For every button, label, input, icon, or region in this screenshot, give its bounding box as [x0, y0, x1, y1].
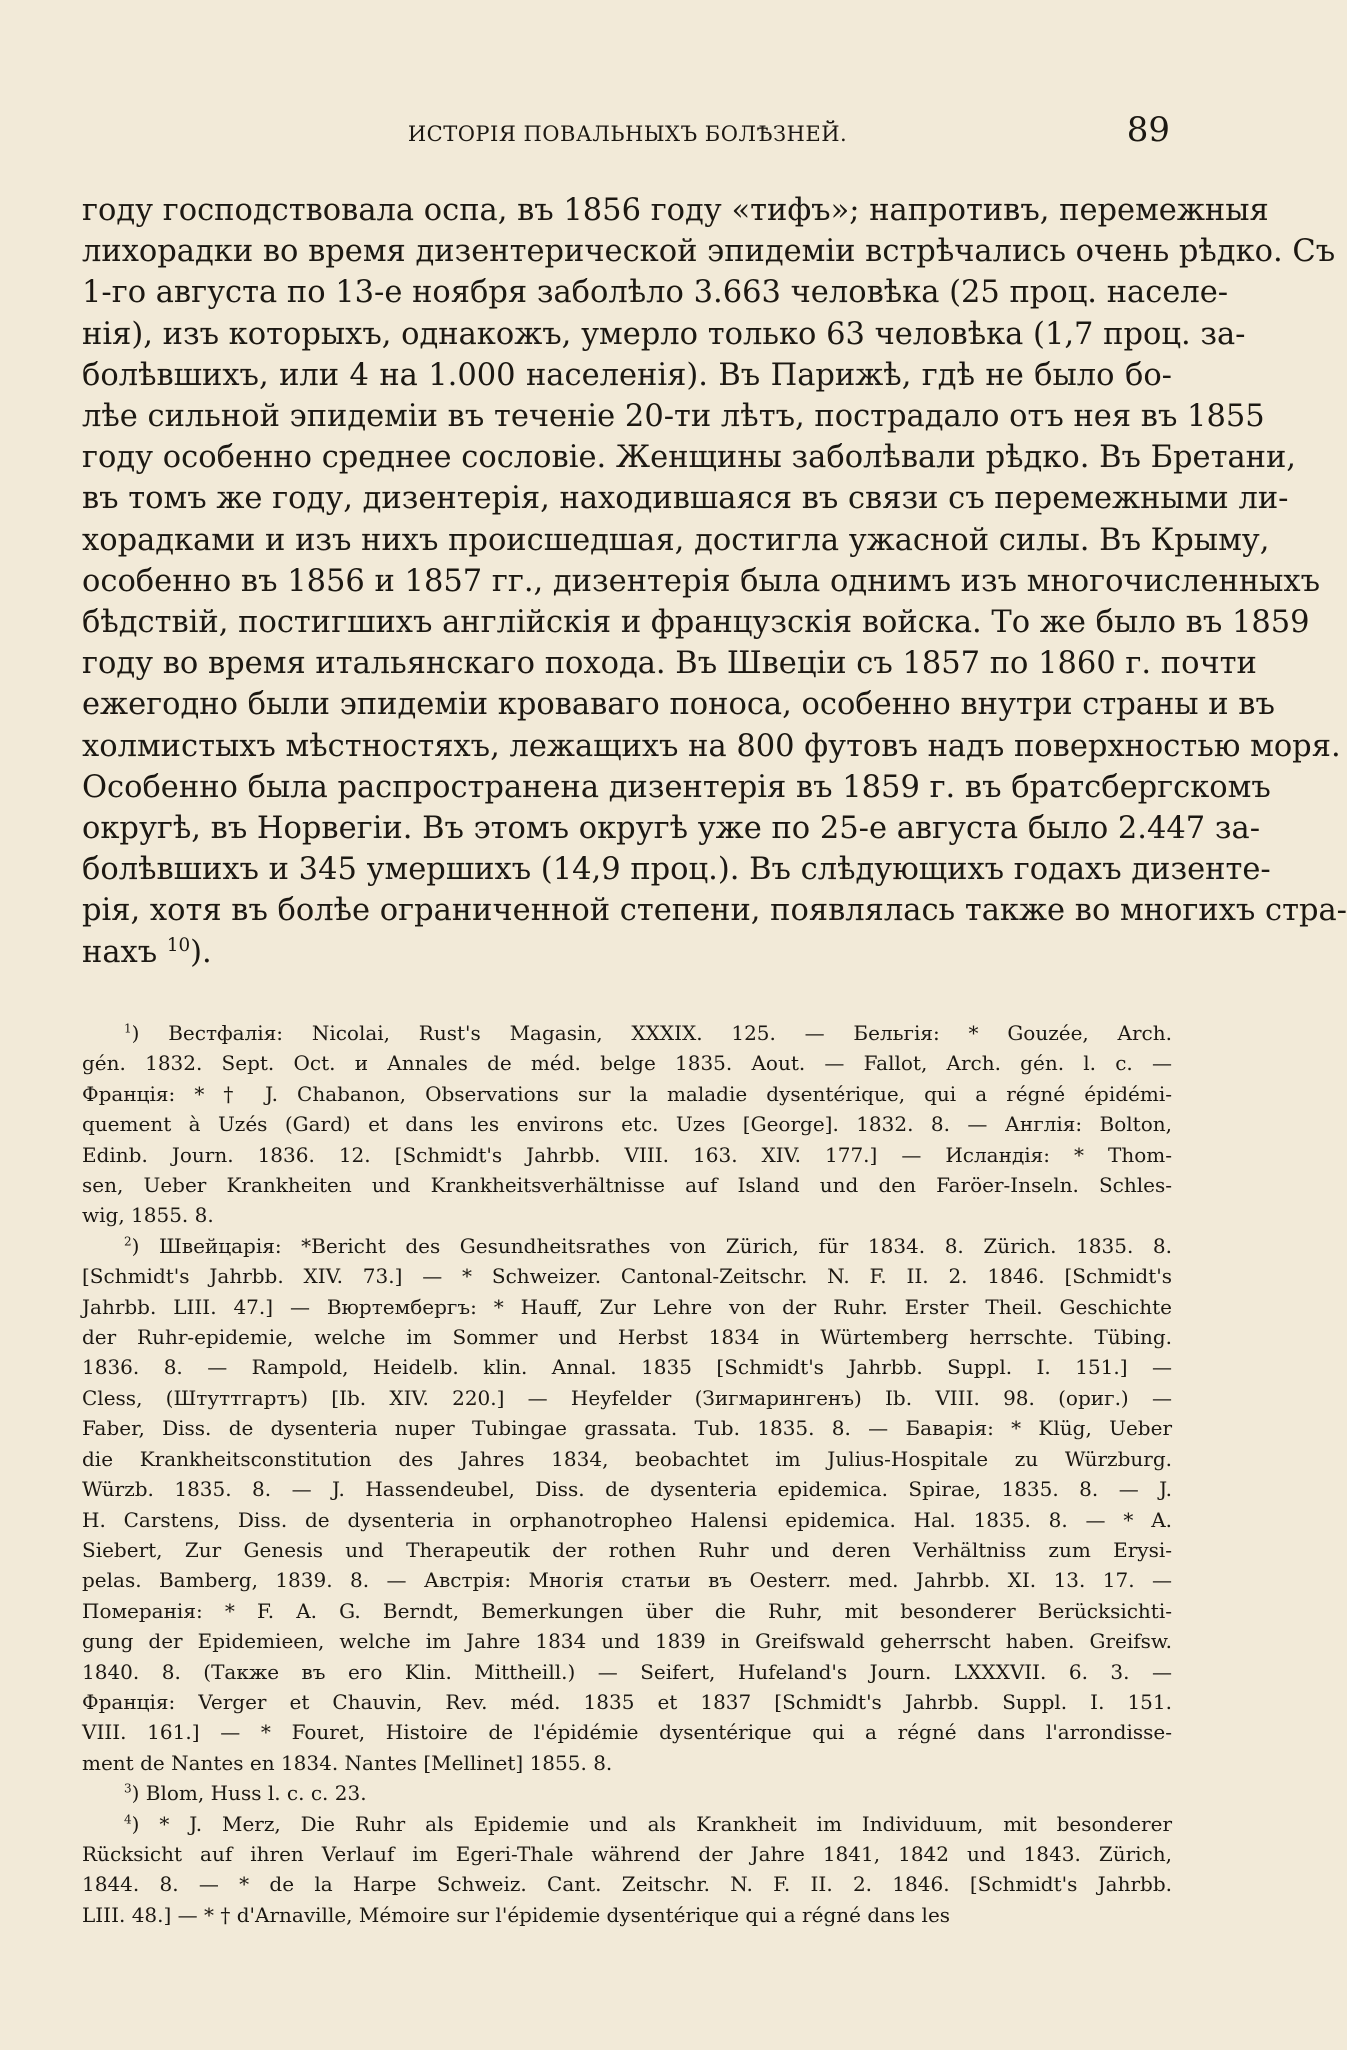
footnote-text: sen, Ueber Krankheiten und Krankheitsverhältnisse auf Island und den Faröer-Inseln. Schles-	[82, 1173, 1172, 1198]
footnote-text: gung der Epidemieen, welche im Jahre 1834 und 1839 in Greifswald geherrscht haben. Greifsw.	[82, 1629, 1172, 1654]
text-line: хорадками и изъ нихъ происшедшая, достигла ужасной силы. Въ Крыму,	[82, 522, 1270, 558]
footnote-text: die Krankheitsconstitution des Jahres 1834, beobachtet im Julius-Hospitale zu Würzburg.	[82, 1446, 1172, 1471]
footnote-text: H. Carstens, Diss. de dysenteria in orphanotropheo Halensi epidemica. Hal. 1835. 8. — * A.	[82, 1507, 1172, 1532]
footnote-text: Siebert, Zur Genesis und Therapeutik der rothen Ruhr und deren Verhältniss zum Erysi-	[82, 1537, 1172, 1562]
footnote-text: der Ruhr-epidemie, welche im Sommer und Herbst 1834 in Würtemberg herrschte. Tübing.	[82, 1325, 1172, 1350]
main-text	[82, 190, 1347, 973]
footnote-line	[82, 1505, 1172, 1535]
footnote-marker: 3	[124, 1781, 132, 1796]
footnote-line	[82, 1809, 1172, 1839]
footnote-line	[82, 1292, 1172, 1322]
text-line: 1-го августа по 13-е ноября заболѣло 3.663 человѣка (25 проц. населе-	[82, 275, 1229, 311]
footnote-text: gén. 1832. Sept. Oct. и Annales de méd. belge 1835. Aout. — Fallot, Arch. gén. l. c. —	[82, 1051, 1172, 1076]
footnote-line	[82, 1170, 1172, 1200]
footnote-text: Померанія: * F. A. G. Berndt, Bemerkungen über die Ruhr, mit besonderer Berücksichti-	[82, 1598, 1172, 1623]
text-line: году особенно среднее сословіе. Женщины заболѣвали рѣдко. Въ Бретани,	[82, 440, 1296, 476]
footnote-line	[82, 1717, 1172, 1747]
footnote-text: ) Вестфалія: Nicolai, Rust's Magasin, XXXIX. 125. — Бельгія: * Gouzée, Arch.	[131, 1021, 1172, 1045]
footnote-text: ) * J. Merz, Die Ruhr als Epidemie und als Krankheit im Individuum, mit besonderer	[131, 1811, 1172, 1836]
footnote-line	[82, 1322, 1172, 1352]
text-line: году во время итальянскаго похода. Въ Швеціи съ 1857 по 1860 г. почти	[82, 646, 1257, 682]
text-line-tail: ).	[190, 934, 212, 970]
text-line: холмистыхъ мѣстностяхъ, лежащихъ на 800 футовъ надъ поверхностью моря.	[82, 728, 1341, 764]
footnote-text: 1840. 8. (Также въ его Klin. Mittheill.) — Seifert, Hufeland's Journ. LXXXVII. 6. 3. —	[82, 1659, 1172, 1684]
footnote-line	[82, 1748, 1172, 1778]
footnote-line	[82, 1200, 1172, 1230]
footnote-line	[82, 1596, 1172, 1626]
footnote-text: ment de Nantes en 1834. Nantes [Mellinet] 1855. 8.	[82, 1750, 613, 1775]
footnote-line	[82, 1048, 1172, 1078]
footnote-line	[82, 1565, 1172, 1595]
footnote-text: Rücksicht auf ihren Verlauf im Egeri-Thale während der Jahre 1841, 1842 und 1843. Zürich,	[82, 1841, 1172, 1866]
footnote-line	[82, 1657, 1172, 1687]
footnote-text: Франція: * † J. Chabanon, Observations sur la maladie dysentérique, qui a régné épidémi-	[82, 1081, 1172, 1106]
text-line: въ томъ же году, дизентерія, находившаяся въ связи съ перемежными ли-	[82, 481, 1289, 517]
footnote-marker: 4	[124, 1811, 132, 1826]
footnote-text: ) Швейцарія: *Bericht des Gesundheitsrathes von Zürich, für 1834. 8. Zürich. 1835. 8.	[131, 1233, 1172, 1258]
footnote-line	[82, 1444, 1172, 1474]
footnote-text: Edinb. Journ. 1836. 12. [Schmidt's Jahrbb. VIII. 163. XIV. 177.] — Исландія: * Thom-	[82, 1142, 1172, 1167]
footnote-marker: 1	[124, 1021, 132, 1036]
footnote-marker: 2	[124, 1234, 132, 1249]
footnote-text: quement à Uzés (Gard) et dans les environs etc. Uzes [George]. 1832. 8. — Англія: Bolton,	[82, 1112, 1172, 1137]
footnote-line	[82, 1413, 1172, 1443]
footnote-line	[82, 1869, 1172, 1899]
footnote-text: Faber, Diss. de dysenteria nuper Tubingae grassata. Tub. 1835. 8. — Баварія: * Klüg, Ueber	[82, 1416, 1172, 1441]
footnote-line	[82, 1079, 1172, 1109]
text-line: болѣвшихъ и 345 умершихъ (14,9 проц.). Въ слѣдующихъ годахъ дизенте-	[82, 852, 1271, 888]
footnote-line	[82, 1778, 1172, 1808]
page-number: 89	[1126, 110, 1170, 150]
footnote-line	[82, 1535, 1172, 1565]
text-line: ежегодно были эпидеміи кроваваго поноса, особенно внутри страны и въ	[82, 687, 1275, 723]
footnote-line	[82, 1231, 1172, 1261]
footnote-text: 1836. 8. — Rampold, Heidelb. klin. Annal. 1835 [Schmidt's Jahrbb. Suppl. I. 151.] —	[82, 1355, 1172, 1380]
footnote-text: ) Blom, Huss l. c. c. 23.	[131, 1781, 367, 1806]
footnote-text: Франція: Verger et Chauvin, Rev. méd. 1835 et 1837 [Schmidt's Jahrbb. Suppl. I. 151.	[82, 1689, 1172, 1714]
footnote-line	[82, 1626, 1172, 1656]
footnote-line	[82, 1474, 1172, 1504]
running-title: ИСТОРІЯ ПОВАЛЬНЫХЪ БОЛѢЗНЕЙ.	[407, 122, 848, 146]
footnote-text: [Schmidt's Jahrbb. XIV. 73.] — * Schweizer. Cantonal-Zeitschr. N. F. II. 2. 1846. [Schmidt's	[82, 1264, 1172, 1289]
footnote-line	[82, 1383, 1172, 1413]
text-line: бѣдствій, постигшихъ англійскія и французскія войска. То же было въ 1859	[82, 605, 1310, 641]
text-line: болѣвшихъ, или 4 на 1.000 населенія). Въ Парижѣ, гдѣ не было бо-	[82, 357, 1172, 393]
footnote-line	[82, 1900, 1172, 1930]
text-line-last	[82, 932, 1172, 973]
footnote-text: VIII. 161.] — * Fouret, Histoire de l'épidémie dysentérique qui a régné dans l'arrondisse-	[82, 1720, 1172, 1745]
footnote-line	[82, 1140, 1172, 1170]
text-line: нія), изъ которыхъ, однакожъ, умерло только 63 человѣка (1,7 проц. за-	[82, 316, 1246, 352]
footnote-line	[82, 1839, 1172, 1869]
footnote-text: Würzb. 1835. 8. — J. Hassendeubel, Diss. de dysenteria epidemica. Spirae, 1835. 8. — J.	[82, 1477, 1172, 1502]
footnote-line	[82, 1687, 1172, 1717]
footnote-text: Jahrbb. LIII. 47.] — Вюртембергъ: * Hauff, Zur Lehre von der Ruhr. Erster Theil. Geschichte	[82, 1294, 1172, 1319]
text-line-fragment: нахъ	[82, 934, 158, 970]
text-line: особенно въ 1856 и 1857 гг., дизентерія была однимъ изъ многочисленныхъ	[82, 563, 1321, 599]
text-line: округѣ, въ Норвегіи. Въ этомъ округѣ уже по 25-е августа было 2.447 за-	[82, 811, 1261, 847]
page-header	[85, 110, 1170, 160]
text-line: лѣе сильной эпидеміи въ теченіе 20-ти лѣтъ, пострадало отъ нея въ 1855	[82, 399, 1265, 435]
footnote-line	[82, 1261, 1172, 1291]
footnote-line	[82, 1109, 1172, 1139]
footnote-line	[82, 1018, 1172, 1048]
text-line: году господствовала оспа, въ 1856 году «тифъ»; напротивъ, перемежныя	[82, 193, 1269, 228]
footnote-text: Cless, (Штуттгартъ) [Ib. XIV. 220.] — Heyfelder (Зигмарингенъ) Ib. VIII. 98. (ориг.) —	[82, 1385, 1172, 1410]
footnote-line	[82, 1352, 1172, 1382]
footnote-text: 1844. 8. — * de la Harpe Schweiz. Cant. Zeitschr. N. F. II. 2. 1846. [Schmidt's Jahrbb.	[82, 1872, 1172, 1897]
footnote-text: pelas. Bamberg, 1839. 8. — Австрія: Многія статьи въ Oesterr. med. Jahrbb. XI. 13. 17. —	[82, 1568, 1172, 1593]
footnote-reference: 10	[166, 934, 191, 956]
text-line: Особенно была распространена дизентерія въ 1859 г. въ братсбергскомъ	[82, 769, 1271, 805]
footnotes-section	[82, 1018, 1172, 1930]
footnote-text: LIII. 48.] — * † d'Arnaville, Mémoire sur l'épidemie dysentérique qui a régné dans les	[82, 1902, 951, 1927]
footnote-text: wig, 1855. 8.	[82, 1203, 214, 1228]
text-line: рія, хотя въ болѣе ограниченной степени, появлялась также во многихъ стра-	[82, 893, 1347, 929]
text-line: лихорадки во время дизентерической эпидеміи встрѣчались очень рѣдко. Съ	[82, 234, 1336, 270]
